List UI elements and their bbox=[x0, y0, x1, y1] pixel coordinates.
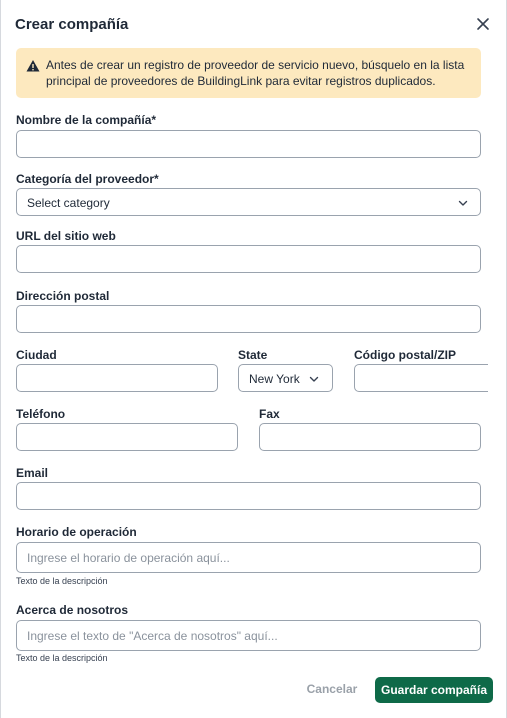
city-input[interactable] bbox=[16, 364, 218, 392]
chevron-down-icon bbox=[458, 198, 468, 208]
zip-input[interactable] bbox=[354, 364, 488, 392]
email-label: Email bbox=[16, 466, 49, 480]
category-select-value: Select category bbox=[27, 196, 110, 210]
zip-field-clip bbox=[354, 364, 488, 392]
category-select[interactable] bbox=[16, 188, 481, 216]
website-input[interactable] bbox=[16, 245, 481, 273]
about-input[interactable] bbox=[16, 620, 481, 651]
cancel-button[interactable]: Cancelar bbox=[306, 682, 358, 696]
company-name-label: Nombre de la compañía* bbox=[16, 113, 157, 127]
city-label: Ciudad bbox=[16, 348, 57, 362]
duplicate-warning-alert bbox=[16, 48, 481, 98]
state-select-value: New York bbox=[249, 372, 300, 386]
chevron-down-icon bbox=[309, 374, 319, 384]
fax-input[interactable] bbox=[259, 423, 481, 451]
save-company-button[interactable]: Guardar compañía bbox=[375, 677, 493, 703]
email-input[interactable] bbox=[16, 482, 481, 510]
hours-description: Texto de la descripción bbox=[16, 576, 108, 586]
fax-label: Fax bbox=[259, 407, 280, 421]
about-label: Acerca de nosotros bbox=[16, 603, 129, 617]
dialog-title: Crear compañía bbox=[15, 16, 129, 33]
state-select[interactable] bbox=[238, 364, 333, 392]
alert-message: Antes de crear un registro de proveedor de servicio nuevo, búsquelo en la lista principal de proveedores de BuildingLink para evitar registros duplicados. bbox=[46, 58, 465, 88]
state-label: State bbox=[238, 348, 268, 362]
dialog-header bbox=[1, 0, 507, 46]
phone-label: Teléfono bbox=[16, 407, 66, 421]
close-icon[interactable] bbox=[476, 17, 490, 31]
about-description: Texto de la descripción bbox=[16, 653, 108, 663]
company-name-input[interactable] bbox=[16, 130, 481, 158]
warning-icon bbox=[26, 59, 40, 73]
address-input[interactable] bbox=[16, 305, 481, 333]
hours-input[interactable] bbox=[16, 542, 481, 573]
zip-label: Código postal/ZIP bbox=[354, 348, 456, 362]
hours-label: Horario de operación bbox=[16, 525, 137, 539]
category-label: Categoría del proveedor* bbox=[16, 172, 159, 186]
website-label: URL del sitio web bbox=[16, 229, 116, 243]
phone-input[interactable] bbox=[16, 423, 238, 451]
address-label: Dirección postal bbox=[16, 289, 110, 303]
